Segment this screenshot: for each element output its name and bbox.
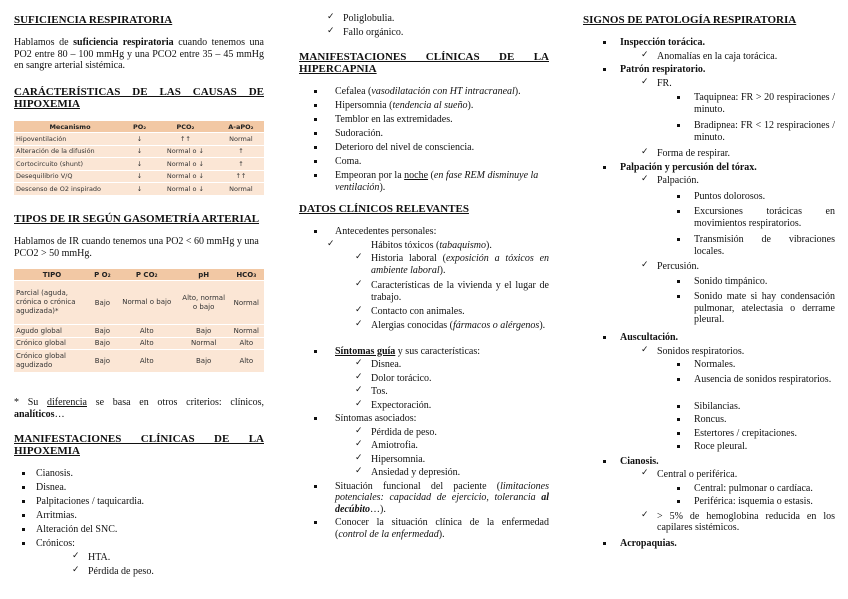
list-item: ✓ Contacto con animales. (299, 306, 549, 320)
list-item: ✓ Percusión. (583, 261, 835, 275)
heading-tipos-ir: TIPOS DE IR SEGÚN GASOMETRÍA ARTERIAL (14, 213, 260, 225)
table-cell: Parcial (aguda, crónica o crónica agudizada)* (14, 281, 90, 325)
table-cell: Crónico global (14, 337, 90, 350)
signos-list (583, 37, 835, 551)
list-item: ✓ Hipersomnia. (299, 454, 549, 468)
list-item: Acropaquias. (583, 538, 835, 552)
list-item: Patrón respiratorio. (583, 64, 835, 78)
table-row (14, 183, 264, 195)
table-header: Mecanismo (14, 121, 126, 133)
table-cell: Normal o ↓ (153, 183, 218, 195)
table-cell: Alto (229, 337, 264, 350)
list-item: Central: pulmonar o cardíaca. (583, 483, 835, 497)
manif-hipercapnia-list (299, 86, 549, 193)
table-cell: Bajo (90, 337, 115, 350)
list-item: ✓ HTA. (14, 552, 264, 566)
list-item: ✓ Forma de respirar. (583, 148, 835, 162)
list-item: ✓ Historia laboral (exposición a tóxicos en ambiente laboral). (299, 253, 549, 278)
list-item: Cefalea (vasodilatación con HT intracraneal). (299, 86, 549, 100)
table-cell: Normal o bajo (115, 281, 179, 325)
list-item: Cianosis. (583, 456, 835, 470)
table-cell: ↑↑ (218, 170, 264, 183)
table-cell: ↑↑ (153, 133, 218, 146)
causas-hipoxemia-table (14, 121, 264, 195)
list-item: Temblor en las extremidades. (299, 114, 549, 128)
list-item: ✓ Poliglobulia. (299, 13, 549, 27)
list-item: ✓ Anomalías en la caja torácica. (583, 51, 835, 65)
list-item: Deterioro del nivel de consciencia. (299, 142, 549, 156)
table-cell: Normal o ↓ (153, 145, 218, 158)
list-item: Coma. (299, 156, 549, 170)
list-item: Hipersomnia (tendencia al sueño). (299, 100, 549, 114)
list-item: Cianosis. (14, 468, 264, 482)
table-row (14, 325, 264, 338)
list-item: Situación funcional del paciente (limitaciones potenciales: capacidad de ejercicio, tolerancia al decúbito…). (299, 481, 549, 516)
table-cell: Normal (229, 325, 264, 338)
table-cell: ↓ (126, 133, 153, 146)
table-cell: Hipoventilación (14, 133, 126, 146)
heading-causas-hipoxemia: CARÁCTERÍSTICAS DE LAS CAUSAS DE HIPOXEMIA (14, 86, 264, 110)
list-item: Sibilancias. (583, 401, 835, 415)
list-item: ✓ Características de la vivienda y el lugar de trabajo. (299, 280, 549, 305)
list-item: Auscultación. (583, 332, 835, 346)
table-cell: ↑ (218, 145, 264, 158)
list-item: Estertores / crepitaciones. (583, 428, 835, 442)
table-row (14, 170, 264, 183)
list-item: Excursiones torácicas en movimientos respiratorios. (583, 206, 835, 232)
tipos-ir-table (14, 269, 264, 372)
table-cell: Normal (218, 183, 264, 195)
table-header: P O₂ (90, 269, 115, 281)
list-item: ✓ Sonidos respiratorios. (583, 346, 835, 360)
heading-suficiencia: SUFICIENCIA RESPIRATORIA (14, 14, 173, 26)
heading-datos-clinicos: DATOS CLÍNICOS RELEVANTES (299, 203, 469, 215)
table-row (14, 281, 264, 325)
table-header: PCO₂ (153, 121, 218, 133)
footnote-text: * Su diferencia se basa en otros criterios: clínicos, analíticos… (14, 397, 265, 420)
tipos-ir-text: Hablamos de IR cuando tenemos una PO2 < 60 mmHg y una PCO2 > 50 mmHg. (14, 236, 259, 259)
list-item: Antecedentes personales: (299, 226, 549, 240)
list-item: Normales. (583, 359, 835, 373)
table-cell: ↓ (126, 183, 153, 195)
list-item: Sonido timpánico. (583, 276, 835, 290)
list-item: Conocer la situación clínica de la enfermedad (control de la enfermedad). (299, 517, 549, 540)
table-cell: Alto (115, 325, 179, 338)
table-cell: Normal o ↓ (153, 158, 218, 171)
list-item: ✓ Pérdida de peso. (299, 427, 549, 441)
list-item: Palpación y percusión del tórax. (583, 162, 835, 176)
table-header: pH (179, 269, 229, 281)
list-item: ✓ FR. (583, 78, 835, 92)
table-cell: Alteración de la difusión (14, 145, 126, 158)
list-item: Transmisión de vibraciones locales. (583, 234, 835, 260)
table-cell: ↓ (126, 145, 153, 158)
table-cell: Desequilibrio V/Q (14, 170, 126, 183)
table-cell: Normal (218, 133, 264, 146)
list-item: ✓ Alergias conocidas (fármacos o alérgenos). (299, 320, 549, 345)
table-row (14, 133, 264, 146)
list-item: Empeoran por la noche (en fase REM disminuye la ventilación). (299, 170, 549, 193)
table-header: A-aPO₂ (218, 121, 264, 133)
list-item: ✓ Palpación. (583, 175, 835, 189)
table-cell: Normal (229, 281, 264, 325)
table-cell: Alto, normal o bajo (179, 281, 229, 325)
list-item: Disnea. (14, 482, 264, 496)
table-cell: Normal (179, 337, 229, 350)
table-row (14, 158, 264, 171)
list-item: ✓ Amiotrofia. (299, 440, 549, 454)
list-item: ✓ Fallo orgánico. (299, 27, 549, 41)
list-item: ✓ Disnea. (299, 359, 549, 373)
table-cell: Agudo global (14, 325, 90, 338)
list-item: Palpitaciones / taquicardia. (14, 496, 264, 510)
table-header: HCO₃ (229, 269, 264, 281)
table-cell: Bajo (90, 350, 115, 372)
heading-manif-hipercapnia: MANIFESTACIONES CLÍNICAS DE LA HIPERCAPNIA (299, 51, 549, 75)
list-item: Bradipnea: FR < 12 respiraciones / minuto. (583, 120, 835, 146)
list-item: Roce pleural. (583, 441, 835, 455)
table-cell: Cortocircuito (shunt) (14, 158, 126, 171)
table-cell: Crónico global agudizado (14, 350, 90, 372)
table-cell: Alto (115, 350, 179, 372)
table-header: PO₂ (126, 121, 153, 133)
list-item: ✓ Ansiedad y depresión. (299, 467, 549, 481)
list-item: Sonido mate si hay condensación pulmonar, atelectasia o derrame pleural. (583, 291, 835, 329)
table-row (14, 350, 264, 372)
cronicos-continued-list (299, 13, 549, 41)
list-item: ✓ Pérdida de peso. (14, 566, 264, 580)
list-item: ✓ Hábitos tóxicos (tabaquismo). (299, 240, 549, 254)
manif-hipoxemia-list (14, 468, 264, 580)
list-item: ✓ Dolor torácico. (299, 373, 549, 387)
table-header: TIPO (14, 269, 90, 281)
list-item: Periférica: isquemia o estasis. (583, 496, 835, 510)
list-item: Sudoración. (299, 128, 549, 142)
table-cell: Bajo (179, 325, 229, 338)
table-cell: Descenso de O2 inspirado (14, 183, 126, 195)
list-item: Síntomas asociados: (299, 413, 549, 427)
table-cell: Normal o ↓ (153, 170, 218, 183)
datos-clinicos-list (299, 226, 549, 540)
table-cell: Bajo (90, 325, 115, 338)
list-item: Alteración del SNC. (14, 524, 264, 538)
heading-signos: SIGNOS DE PATOLOGÍA RESPIRATORIA (583, 14, 797, 26)
table-cell: ↓ (126, 170, 153, 183)
suficiencia-text: Hablamos de suficiencia respiratoria cuando tenemos una PO2 entre 80 – 100 mmHg y una PCO2 entre 35 – 45 mmHg en sangre arterial sistémica. (14, 37, 264, 71)
table-row (14, 337, 264, 350)
list-item: Ausencia de sonidos respiratorios. (583, 374, 835, 400)
list-item: ✓ Tos. (299, 386, 549, 400)
table-header: P CO₂ (115, 269, 179, 281)
table-row (14, 145, 264, 158)
list-item: Síntomas guía y sus características: (299, 346, 549, 360)
list-item: Roncus. (583, 414, 835, 428)
table-cell: ↑ (218, 158, 264, 171)
table-cell: ↓ (126, 158, 153, 171)
table-cell: Alto (115, 337, 179, 350)
list-item: ✓ Central o periférica. (583, 469, 835, 483)
list-item: Arritmias. (14, 510, 264, 524)
heading-manif-hipoxemia: MANIFESTACIONES CLÍNICAS DE LA HIPOXEMIA (14, 433, 264, 457)
list-item: Inspección torácica. (583, 37, 835, 51)
list-item: ✓ Expectoración. (299, 400, 549, 414)
list-item: ✓ > 5% de hemoglobina reducida en los capilares sistémicos. (583, 511, 835, 537)
list-item: Crónicos: (14, 538, 264, 552)
list-item: Puntos dolorosos. (583, 191, 835, 205)
table-cell: Alto (229, 350, 264, 372)
table-cell: Bajo (90, 281, 115, 325)
table-cell: Bajo (179, 350, 229, 372)
list-item: Taquipnea: FR > 20 respiraciones / minuto. (583, 92, 835, 118)
